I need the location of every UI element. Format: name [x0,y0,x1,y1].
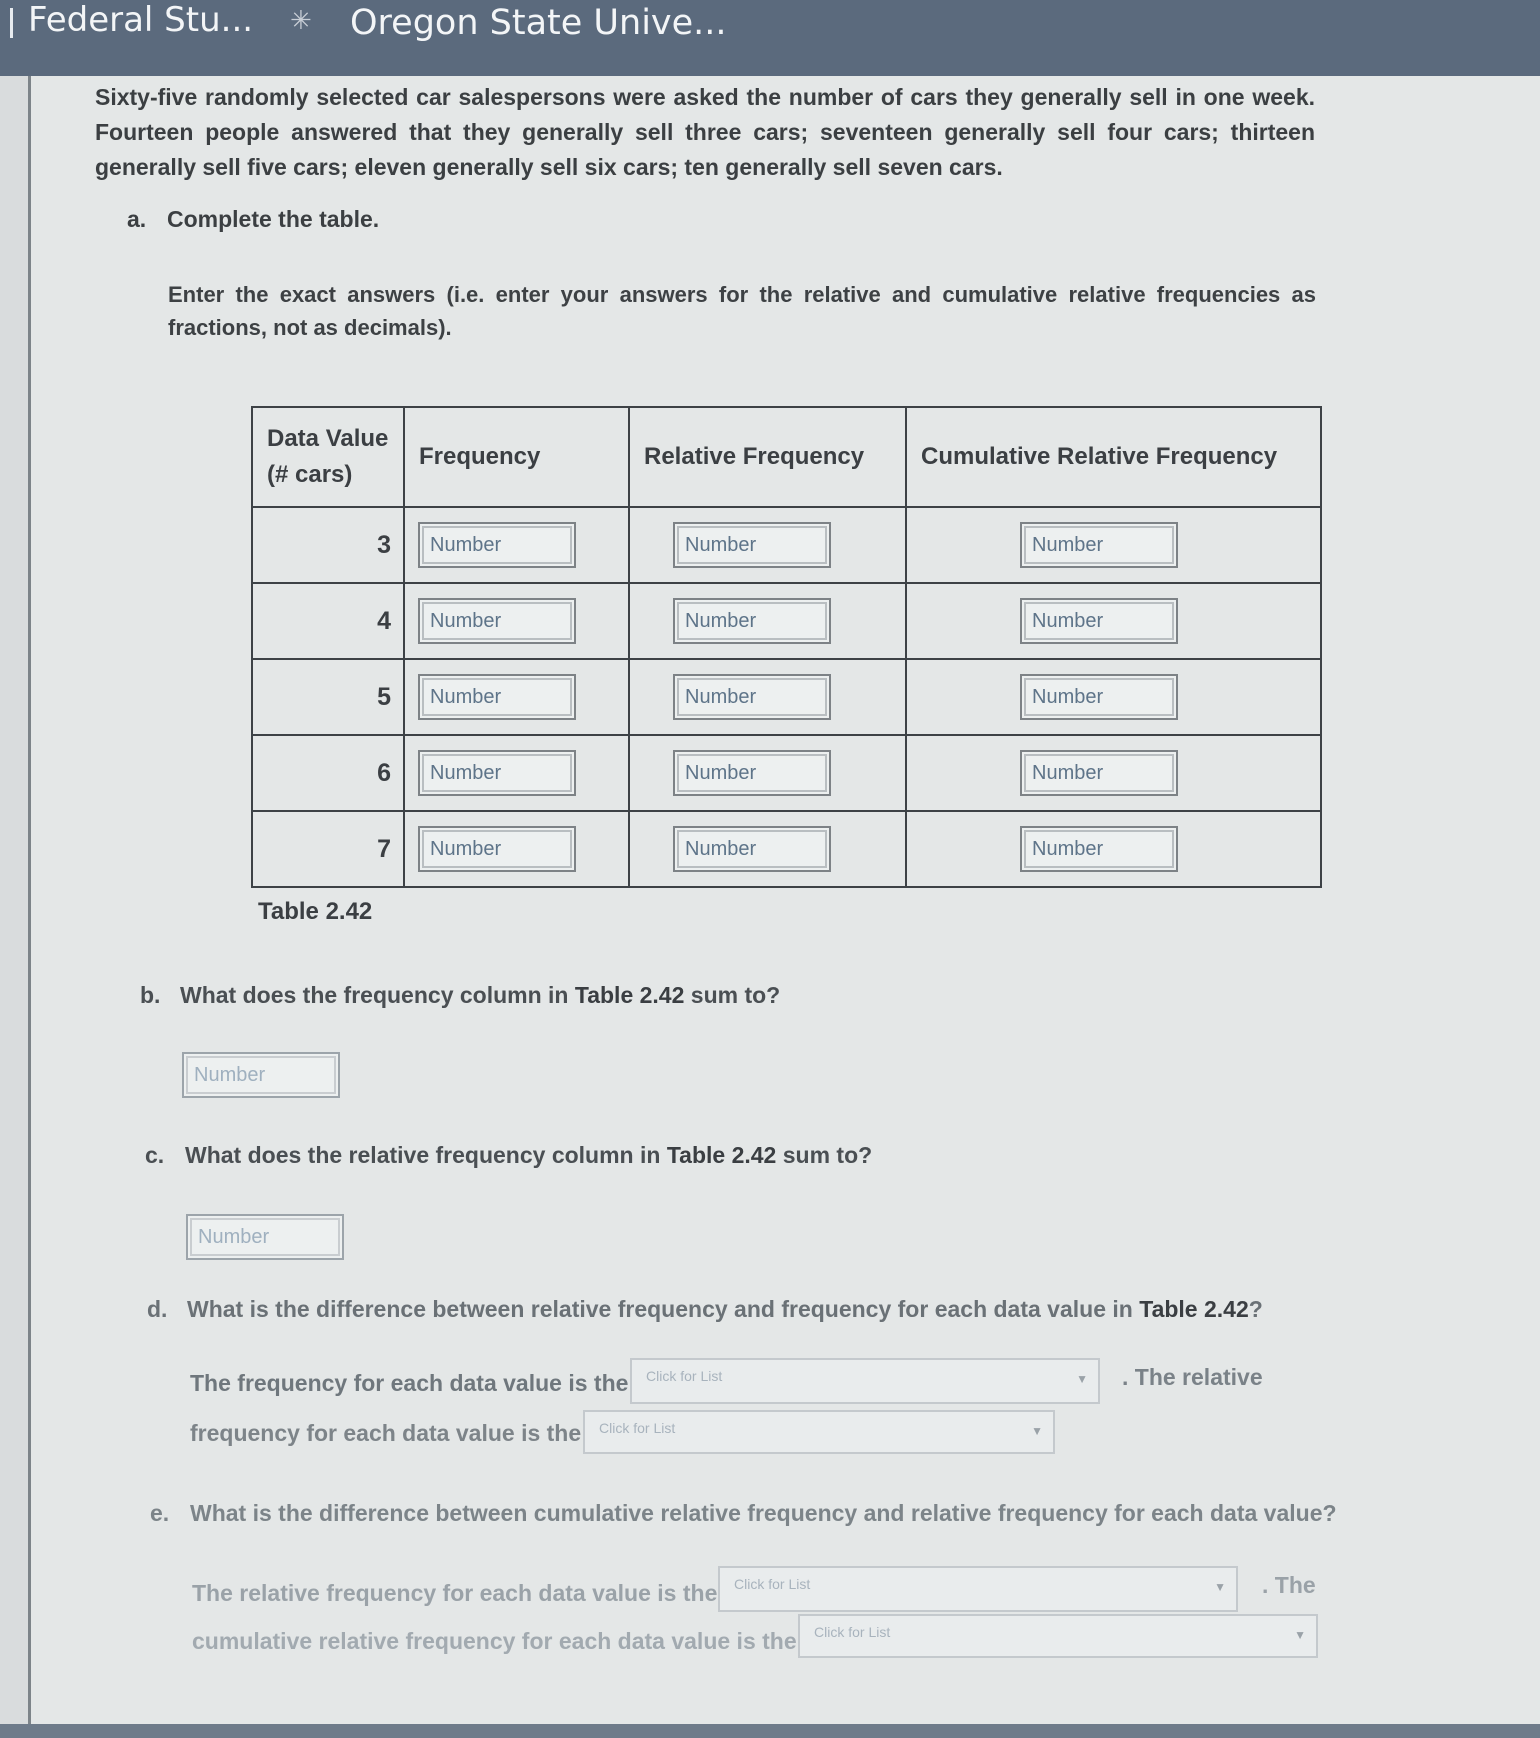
frequency-input[interactable] [418,826,576,872]
part-a-instructions: Enter the exact answers (i.e. enter your answers for the relative and cumulative relative frequencies as fractions, not as decimals). [168,282,1316,340]
table-row [252,735,1321,811]
part-c-label: c. [145,1142,165,1168]
part-b-text-pre: What does the frequency column in [180,982,575,1008]
problem-statement: Sixty-five randomly selected car salespersons were asked the number of cars they generally sell in one week. Fourteen people answered that they generally sell three cars; seventeen generally sell four cars; thirteen generally sell five cars; eleven generally sell six cars; ten generally sell seven cars. [95,84,1315,180]
frequency-input[interactable] [418,750,576,796]
part-d-text-post: ? [1248,1296,1263,1322]
part-b-label: b. [140,982,161,1008]
header-data-value: Data Value (# cars) [252,407,404,507]
frequency-table [251,406,1322,888]
table-row [252,583,1321,659]
part-a-prompt [127,206,379,233]
part-a-text: Complete the table. [167,206,380,232]
chevron-down-icon: ▼ [1294,1628,1306,1642]
data-value-cell: 7 [252,811,404,887]
data-value-cell: 5 [252,659,404,735]
cumulative-relative-frequency-input[interactable] [1020,522,1178,568]
relative-frequency-sum-input[interactable] [186,1214,344,1260]
part-e-sentence-1-end: . The [1262,1572,1316,1598]
frequency-input[interactable] [418,522,576,568]
part-d-relative-frequency-dropdown[interactable] [583,1410,1055,1454]
part-b-question [140,982,780,1009]
part-d-sentence-2: frequency for each data value is the [190,1420,582,1446]
part-d-table-ref: Table 2.42 [1139,1296,1249,1322]
part-e-text: What is the difference between cumulative relative frequency and relative frequency for each data value? [190,1500,1337,1526]
part-c-text-pre: What does the relative frequency column in [185,1142,667,1168]
part-e-question [150,1500,1337,1527]
part-d-text-pre: What is the difference between relative frequency and frequency for each data value in [187,1296,1140,1322]
dropdown-placeholder: Click for List [646,1368,723,1384]
part-b-text-post: sum to? [684,982,781,1008]
relative-frequency-input[interactable] [673,674,831,720]
browser-tab-bar [0,0,1540,76]
relative-frequency-input[interactable] [673,522,831,568]
data-value-cell: 6 [252,735,404,811]
chevron-down-icon: ▼ [1031,1424,1043,1438]
relative-frequency-input[interactable] [673,826,831,872]
part-d-label: d. [147,1296,168,1322]
chevron-down-icon: ▼ [1214,1580,1226,1594]
part-e-label: e. [150,1500,170,1526]
frequency-input[interactable] [418,674,576,720]
table-row [252,507,1321,583]
header-relative-frequency: Relative Frequency [629,407,906,507]
table-row [252,811,1321,887]
part-d-frequency-dropdown[interactable] [630,1358,1100,1404]
cumulative-relative-frequency-input[interactable] [1020,674,1178,720]
part-d-sentence-1: The frequency for each data value is the [190,1370,629,1396]
data-value-cell: 4 [252,583,404,659]
dropdown-placeholder: Click for List [814,1624,891,1640]
part-e-relative-frequency-dropdown[interactable] [718,1566,1238,1612]
table-caption: Table 2.42 [258,898,373,925]
part-d-sentence-1-end: . The relative [1122,1364,1263,1390]
chevron-down-icon: ▼ [1076,1372,1088,1386]
bottom-edge [0,1724,1540,1738]
table-row [252,659,1321,735]
cumulative-relative-frequency-input[interactable] [1020,598,1178,644]
part-e-sentence-1: The relative frequency for each data value is the [192,1580,718,1606]
frequency-sum-input[interactable] [182,1052,340,1098]
part-c-table-ref: Table 2.42 [666,1142,777,1168]
part-e-cumulative-dropdown[interactable] [798,1614,1318,1658]
dropdown-placeholder: Click for List [734,1576,811,1592]
dropdown-placeholder: Click for List [599,1420,676,1436]
tab-federal-student[interactable]: Federal Stu... [28,0,254,40]
cumulative-relative-frequency-input[interactable] [1020,826,1178,872]
tab-divider [10,8,13,38]
part-c-text-post: sum to? [776,1142,873,1168]
header-frequency: Frequency [404,407,629,507]
part-e-sentence-2: cumulative relative frequency for each data value is the [192,1628,797,1654]
part-c-question [145,1142,872,1169]
header-cumulative-relative-frequency: Cumulative Relative Frequency [906,407,1321,507]
relative-frequency-input[interactable] [673,750,831,796]
part-d-question [147,1296,1263,1323]
frequency-input[interactable] [418,598,576,644]
part-b-table-ref: Table 2.42 [574,982,685,1008]
loading-spinner-icon: ✳ [290,6,312,36]
table-header-row [252,407,1321,507]
part-a-label: a. [127,206,147,232]
cumulative-relative-frequency-input[interactable] [1020,750,1178,796]
left-border [28,76,31,1724]
relative-frequency-input[interactable] [673,598,831,644]
data-value-cell: 3 [252,507,404,583]
tab-oregon-state[interactable]: Oregon State Unive... [350,3,727,43]
